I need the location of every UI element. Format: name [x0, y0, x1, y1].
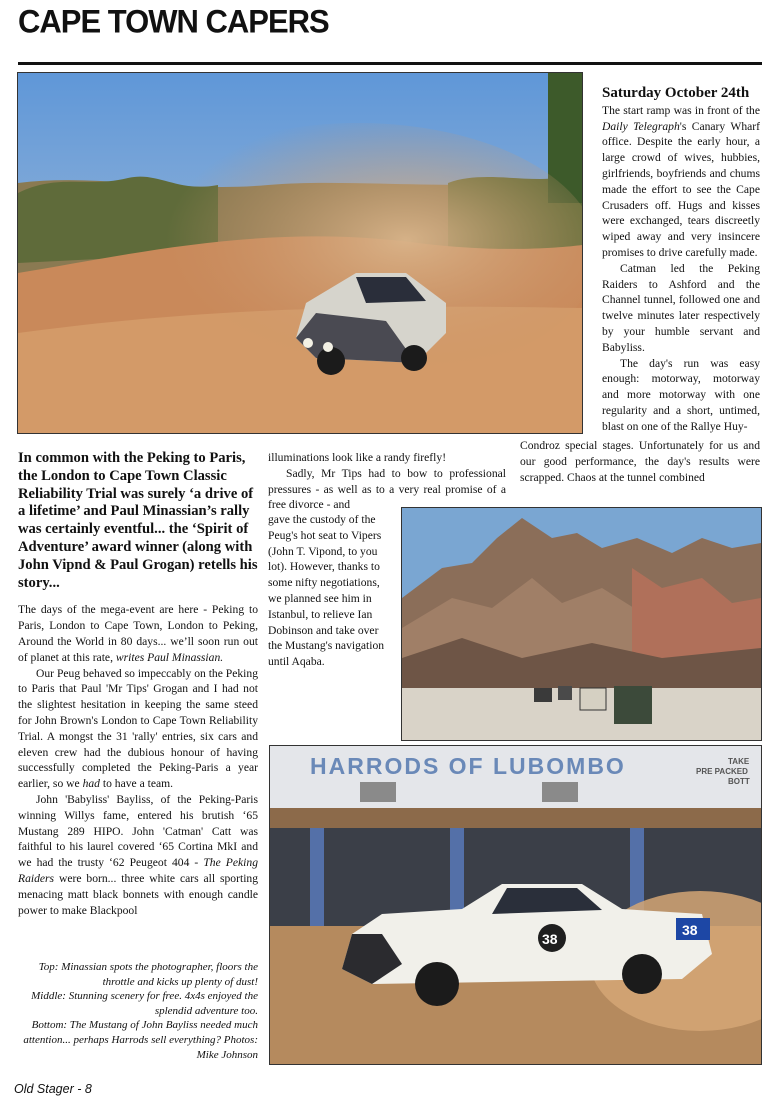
right-column-continued: [520, 438, 760, 485]
paragraph: The start ramp was in front of the Daily Telegraph's Canary Wharf office. Despite the early hour, a large crowd of wives, hubbies, girlfriends, boyfriends and chums made the effort to see the Cape Crusaders off. Hugs and kisses were exchanged, tears discreetly wiped away and very insincere promises to drive carefully made.: [602, 103, 760, 259]
paragraph: John 'Babyliss' Bayliss, of the Peking-Paris winning Willys fame, entered his brutish ‘65 Mustang 289 HIPO. John 'Catman' Catt was faithful to his laurel covered ‘65 Cortina MkI and we had the trusty ‘62 Peugeot 404 - The Peking Raiders were born... three white cars all sporting menacing matt black bonnets with enough candle power to make Blackpool: [18, 792, 259, 917]
photo-middle-mountains: [401, 507, 762, 741]
photo-captions: [18, 960, 258, 1062]
left-column: [18, 450, 258, 918]
door-number: 38: [542, 931, 558, 947]
section-heading-saturday: Saturday October 24th: [602, 85, 750, 101]
rear-number-plate: 38: [682, 922, 698, 938]
paragraph: The day's run was easy enough: motorway, motorway and more motorway with one regularity and a short, untimed, blast on one of the Rallye Huy-: [602, 356, 760, 433]
photo-bottom-mustang-harrods: [269, 745, 762, 1065]
photo-top-peugeot-dust: [17, 72, 583, 434]
paragraph: Our Peug behaved so impeccably on the Peking to Paris that Paul 'Mr Tips' Grogan and I had not the slightest hesitation in keeping the same steed for John Brown's London to Cape Town Reliability Trial. A mongst the 31 'rally' entries, six cars and eleven crew had the dubious honour of having successfully completed the Peking-Paris a year earlier, so we had to have a team.: [18, 666, 258, 791]
page-footer: Old Stager - 8: [14, 1082, 92, 1096]
sign-right-line-2: PRE PACKED: [696, 767, 748, 776]
caption-top: Top: Minassian spots the photographer, floors the throttle and kicks up plenty of dust!: [38, 961, 258, 988]
caption-bottom: Bottom: The Mustang of John Bayliss needed much attention... perhaps Harrods sell everything? Photos: Mike Johnson: [23, 1019, 258, 1061]
paragraph: Catman led the Peking Raiders to Ashford and the Channel tunnel, followed one and twelve minutes later respectively by your humble servant and Babyliss.: [602, 261, 760, 354]
sign-right-line-3: BOTT: [728, 777, 750, 786]
caption-middle: Middle: Stunning scenery for free. 4x4s enjoyed the splendid adventure too.: [31, 990, 258, 1017]
paragraph: gave the custody of the Peug's hot seat to Vipers (John T. Vipond, to you lot). However, thanks to some nifty negotiations, we planned see him in Istanbul, to relieve Ian Dobinson and take over the Mustang's navigation until Aqaba.: [268, 513, 385, 669]
paragraph: Condroz special stages. Unfortunately for us and our good performance, the day's results were scrapped. Chaos at the tunnel combined: [520, 439, 760, 484]
paragraph: The days of the mega-event are here - Peking to Paris, London to Cape Town, London to Peking, Around the World in 80 days... we’ll soon run out of planet at this rate, writes Paul Minassian.: [18, 603, 258, 664]
middle-column-top: [268, 450, 506, 513]
middle-column-narrow: [268, 512, 390, 670]
title-rule: [18, 62, 762, 65]
paragraph: Sadly, Mr Tips had to bow to professional pressures - as well as to a very real promise of a free divorce - and: [268, 466, 506, 512]
paragraph: illuminations look like a randy firefly!: [268, 451, 447, 464]
page-title: CAPE TOWN CAPERS: [18, 3, 329, 40]
harrods-sign: HARRODS OF LUBOMBO: [310, 753, 626, 779]
sign-right-line-1: TAKE: [728, 757, 750, 766]
right-column-top: [602, 86, 760, 435]
article-intro: In common with the Peking to Paris, the London to Cape Town Classic Reliability Trial was surely ‘a drive of a lifetime’ and Paul Minassian’s rally was certainly eventful... the ‘Spirit of Adventure’ award winner (along with John Vipnd & Paul Grogan) retells his story...: [18, 450, 258, 591]
